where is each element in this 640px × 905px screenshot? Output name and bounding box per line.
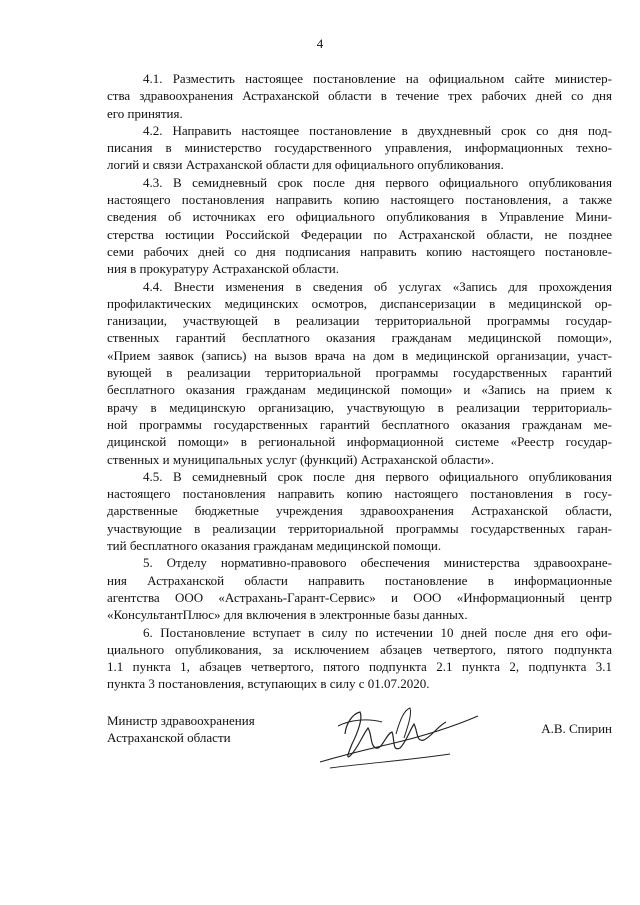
paragraph-line: 4.5. В семидневный срок после дня первого официального опубликования <box>143 468 612 484</box>
paragraph-line: агентства ООО «Астрахань-Гарант-Сервис» и ООО «Информационный центр <box>107 589 612 605</box>
paragraph-line: дарственные бюджетные учреждения здравоохранения Астраханской области, <box>107 503 612 519</box>
paragraph-line: 4.2. Направить настоящее постановление в двухдневный срок со дня под- <box>143 122 612 138</box>
paragraph-line: ственных и муниципальных услуг (функций) Астраханской области». <box>107 451 494 467</box>
paragraph-line: сведения об источниках его официального опубликования в Управление Мини- <box>107 209 612 225</box>
paragraph-line: ганизации, участвующей в реализации территориальной программы государ- <box>107 313 612 329</box>
paragraph-line: пункта 3 постановления, вступающих в силу с 01.07.2020. <box>107 676 430 692</box>
paragraph-line: 4.4. Внести изменения в сведения об услугах «Запись для прохождения <box>143 278 612 294</box>
paragraph-line: «Прием заявок (запись) на вызов врача на дом в медицинской организации, участ- <box>107 347 612 363</box>
signatory-position-line-2: Астраханской области <box>107 730 231 746</box>
paragraph-line: ственных гарантий бесплатного оказания гражданам медицинской помощи», <box>107 330 612 346</box>
paragraph-line: врачу в медицинскую организацию, участвующую в реализации территориаль- <box>107 399 612 415</box>
paragraph-line: вующей в реализации территориальной программы государственных гарантий <box>107 365 612 381</box>
paragraph-line: «КонсультантПлюс» для включения в электронные базы данных. <box>107 607 468 623</box>
paragraph-line: семи рабочих дней со дня подписания направить копию настоящего постановле- <box>107 243 612 259</box>
paragraph-line: 5. Отделу нормативно-правового обеспечения министерства здравоохране- <box>143 555 612 571</box>
paragraph-line: циального опубликования, за исключением абзацев четвертого, пятого подпункта <box>107 641 612 657</box>
paragraph-line: дицинской помощи» в региональной информационной системе «Реестр государ- <box>107 434 612 450</box>
paragraph-line: настоящего постановления направить копию настоящего постановления в госу- <box>107 486 612 502</box>
paragraph-line: его принятия. <box>107 105 183 121</box>
paragraph-line: писания в министерство государственного управления, информационных техно- <box>107 140 612 156</box>
paragraph-line: участвующие в реализации территориальной программы государственных гаран- <box>107 520 612 536</box>
paragraph-line: тий бесплатного оказания гражданам медицинской помощи. <box>107 538 442 554</box>
document-body <box>107 70 612 693</box>
paragraph-line: профилактических медицинских осмотров, диспансеризации в медицинской ор- <box>107 295 612 311</box>
paragraph-line: 4.1. Разместить настоящее постановление на официальном сайте министер- <box>143 71 612 86</box>
paragraph-line: 1.1 пункта 1, абзацев четвертого, пятого подпункта 2.1 пункта 2, подпункта 3.1 <box>107 659 612 675</box>
paragraph-line: ства здравоохранения Астраханской области в течение трех рабочих дней со дня <box>107 88 612 104</box>
paragraph-line: ния в прокуратуру Астраханской области. <box>107 261 339 277</box>
paragraph-line: логий и связи Астраханской области для официального опубликования. <box>107 157 504 173</box>
paragraph-line: 4.3. В семидневный срок после дня первого официального опубликования <box>143 174 612 190</box>
paragraph-line: бесплатного оказания гражданам медицинской помощи» и «Запись на прием к <box>107 382 612 398</box>
paragraph-line: ной программы государственных гарантий бесплатного оказания гражданам ме- <box>107 416 612 432</box>
paragraph-line: стерства юстиции Российской Федерации по Астраханской области, не позднее <box>107 226 612 242</box>
signatory-position-line-1: Министр здравоохранения <box>107 713 255 728</box>
paragraph-line: ния Астраханской области направить постановление в информационные <box>107 572 612 588</box>
page-number: 4 <box>316 36 324 51</box>
signatory-name: А.В. Спирин <box>541 721 612 736</box>
paragraph-line: 6. Постановление вступает в силу по истечении 10 дней после дня его офи- <box>143 624 612 640</box>
handwritten-signature <box>300 704 480 774</box>
paragraph-line: настоящего постановления направить копию настоящего постановления, а также <box>107 192 612 208</box>
